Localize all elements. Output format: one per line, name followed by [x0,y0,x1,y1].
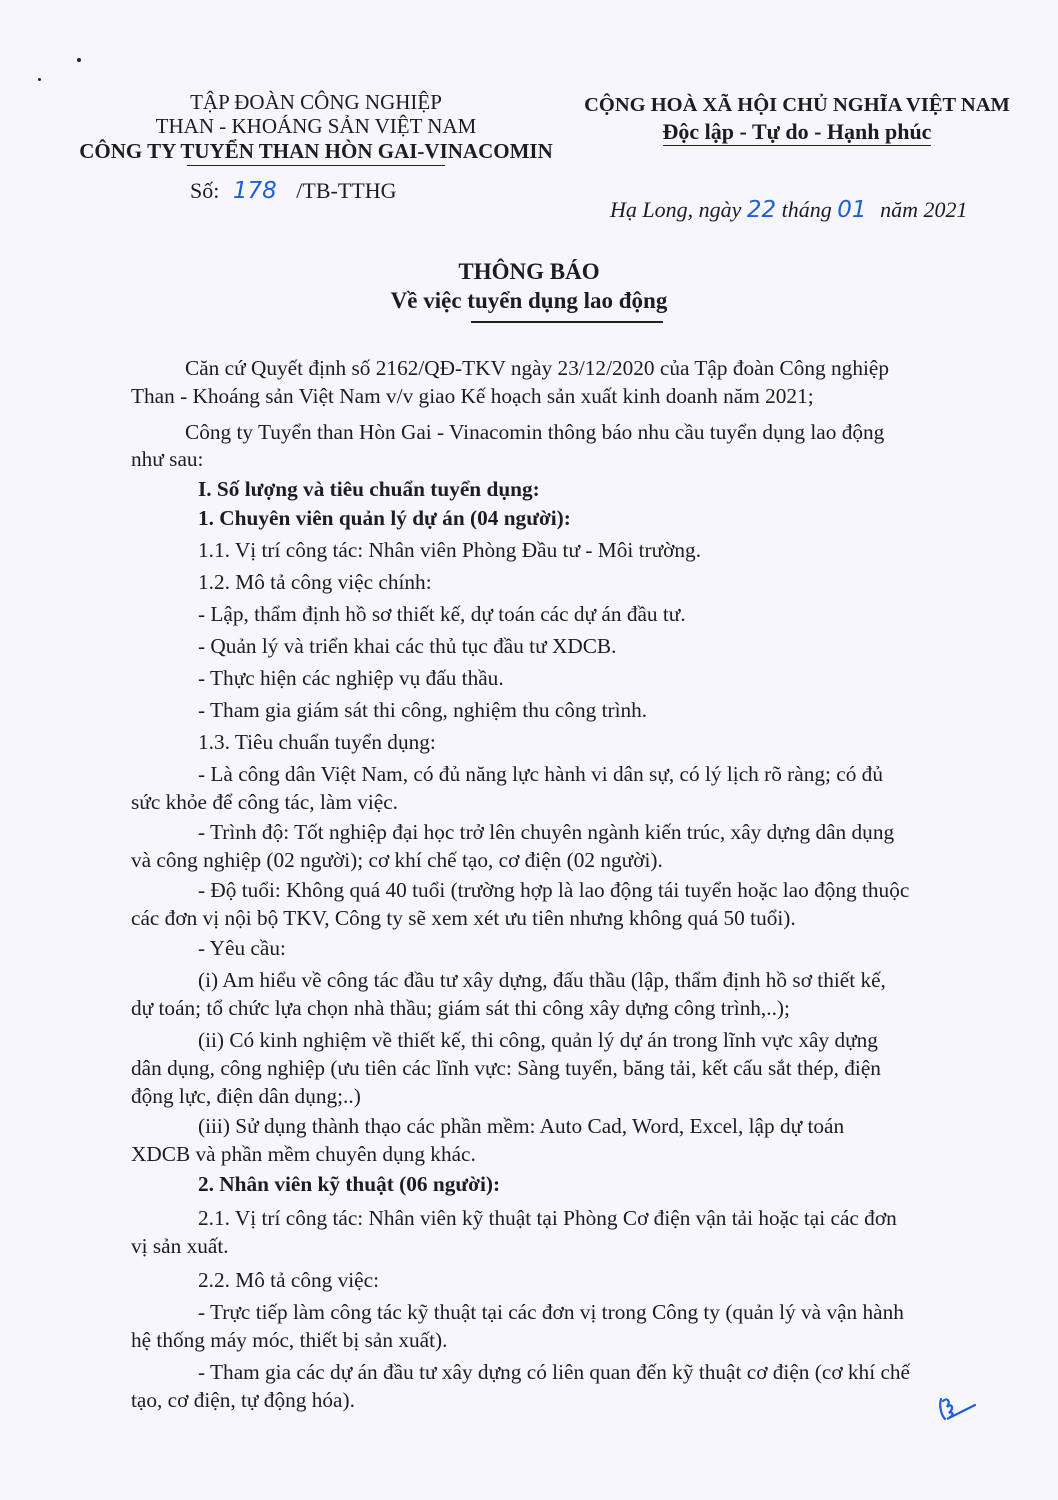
number-suffix: /TB-TTHG [296,178,397,203]
scan-speck [77,58,81,62]
task-item-2-2: tạo, cơ điện, tự động hóa). [131,1388,355,1412]
subsection-1-heading: 1. Chuyên viên quản lý dự án (04 người): [198,506,571,530]
requirement-i-2: dự toán; tổ chức lựa chọn nhà thầu; giám sát thi công xây dựng công trình,..); [131,996,790,1020]
document-title: THÔNG BÁO [458,259,600,284]
item-1-2: 1.2. Mô tả công việc chính: [198,570,432,594]
issuer-header [72,90,560,166]
task-item-1-1: - Trực tiếp làm công tác kỹ thuật tại các đơn vị trong Công ty (quản lý và vận hành [198,1300,904,1324]
requirement-iii-2: XDCB và phần mềm chuyên dụng khác. [131,1142,476,1166]
date-month: 01 [837,197,867,223]
duty-item: - Lập, thẩm định hồ sơ thiết kế, dự toán các dự án đầu tư. [198,602,686,626]
document-subtitle: Về việc tuyển dụng lao động [390,288,668,313]
criteria-education-2: và công nghiệp (02 người); cơ khí chế tạo, cơ điện (02 người). [131,848,663,872]
date-month-label: tháng [781,197,832,222]
duty-item: - Quản lý và triển khai các thủ tục đầu tư XDCB. [198,634,617,658]
requirement-iii-1: (iii) Sử dụng thành thạo các phần mềm: Auto Cad, Word, Excel, lập dự toán [198,1114,845,1138]
subtitle-underline [471,321,663,323]
issuer-company: CÔNG TY TUYỂN THAN HÒN GAI-VINACOMIN [79,139,553,163]
criteria-age-1: - Độ tuổi: Không quá 40 tuổi (trường hợp là lao động tái tuyển hoặc lao động thuộc [198,878,910,902]
item-2-1-1: 2.1. Vị trí công tác: Nhân viên kỹ thuật tại Phòng Cơ điện vận tải hoặc tại các đơn [198,1206,897,1230]
item-1-3: 1.3. Tiêu chuẩn tuyển dụng: [198,730,436,754]
task-item-2-1: - Tham gia các dự án đầu tư xây dựng có liên quan đến kỹ thuật cơ điện (cơ khí chế [198,1360,911,1384]
issuer-line-1: TẬP ĐOÀN CÔNG NGHIỆP [190,90,442,114]
national-header [562,92,1032,146]
issuer-underline [187,165,445,166]
national-motto: Độc lập - Tự do - Hạnh phúc [662,119,932,144]
requirement-i-1: (i) Am hiểu về công tác đầu tư xây dựng, đấu thầu (lập, thẩm định hồ sơ thiết kế, [198,968,886,992]
initials-signature-icon [935,1393,981,1427]
criteria-citizen-1: - Là công dân Việt Nam, có đủ năng lực hành vi dân sự, có lý lịch rõ ràng; có đủ [198,762,883,786]
criteria-education-1: - Trình độ: Tốt nghiệp đại học trở lên chuyên ngành kiến trúc, xây dựng dân dụng [198,820,895,844]
paragraph-intro-1: Công ty Tuyển than Hòn Gai - Vinacomin thông báo nhu cầu tuyển dụng lao động [185,420,885,444]
date-day: 22 [746,197,777,223]
requirement-ii-1: (ii) Có kinh nghiệm về thiết kế, thi công, quản lý dự án trong lĩnh vực xây dựng [198,1028,878,1052]
duty-item: - Tham gia giám sát thi công, nghiệm thu công trình. [198,698,648,722]
date-year: năm 2021 [880,197,968,222]
duty-item: - Thực hiện các nghiệp vụ đấu thầu. [198,666,504,690]
paragraph-basis-2: Than - Khoáng sản Việt Nam v/v giao Kế hoạch sản xuất kinh doanh năm 2021; [131,384,814,408]
subsection-2-heading: 2. Nhân viên kỹ thuật (06 người): [198,1172,501,1196]
criteria-citizen-2: sức khỏe để công tác, làm việc. [131,790,399,814]
paragraph-intro-2: như sau: [131,447,204,471]
item-1-1: 1.1. Vị trí công tác: Nhân viên Phòng Đầu tư - Môi trường. [198,538,702,562]
document-number [190,178,396,204]
number-prefix: Số: [190,178,220,203]
document-date [610,197,967,223]
requirement-ii-2: dân dụng, công nghiệp (ưu tiên các lĩnh vực: Sàng tuyển, băng tải, kết cấu sắt thép, điện [131,1056,881,1080]
issuer-line-2: THAN - KHOÁNG SẢN VIỆT NAM [155,114,477,138]
requirement-ii-3: động lực, điện dân dụng;..) [131,1084,361,1108]
scan-speck [38,78,41,81]
item-2-2: 2.2. Mô tả công việc: [198,1268,379,1292]
number-handwritten: 178 [232,178,277,204]
criteria-age-2: các đơn vị nội bộ TKV, Công ty sẽ xem xét ưu tiên nhưng không quá 50 tuổi). [131,906,796,930]
paragraph-basis-1: Căn cứ Quyết định số 2162/QĐ-TKV ngày 23/12/2020 của Tập đoàn Công nghiệp [185,356,889,380]
date-place: Hạ Long, ngày [610,197,742,222]
criteria-requirements: - Yêu cầu: [198,936,286,960]
item-2-1-2: vị sản xuất. [131,1234,229,1258]
section-1-heading: I. Số lượng và tiêu chuẩn tuyển dụng: [198,477,540,501]
task-item-1-2: hệ thống máy móc, thiết bị sản xuất). [131,1328,448,1352]
national-title: CỘNG HOÀ XÃ HỘI CHỦ NGHĨA VIỆT NAM [584,94,1010,116]
